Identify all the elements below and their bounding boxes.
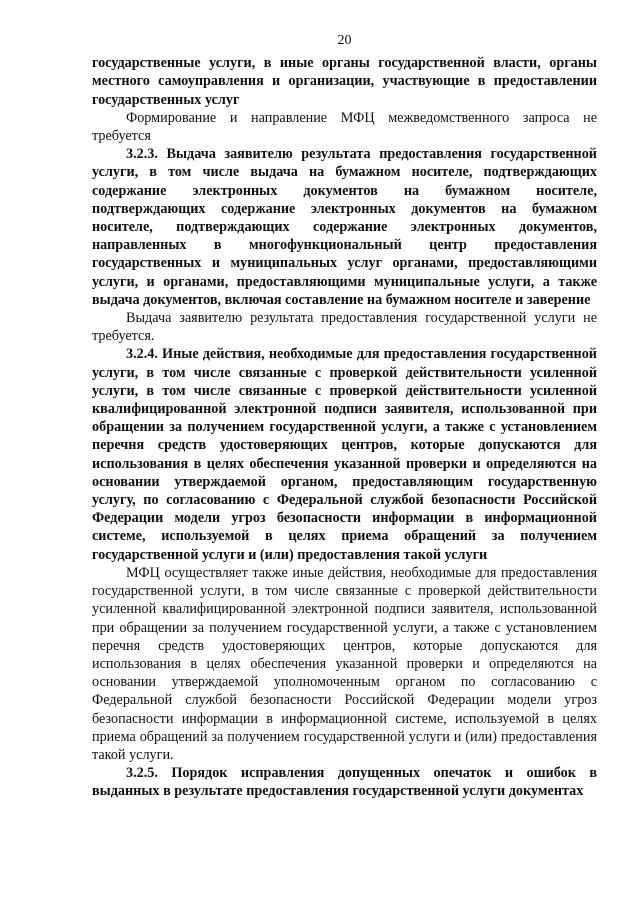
paragraph-continuation-heading: государственные услуги, в иные органы государственной власти, органы местного самоуправления и организации, участвующие в предоставлении государственных услуг xyxy=(92,55,597,108)
section-heading-3-2-5: 3.2.5. Порядок исправления допущенных опечаток и ошибок в выданных в результате предоставления государственной услуги документах xyxy=(92,765,597,800)
document-page xyxy=(92,32,597,801)
page-number: 20 xyxy=(337,33,352,48)
section-heading-3-2-4: 3.2.4. Иные действия, необходимые для предоставления государственной услуги, в том числе связанные с проверкой действительности усиленной услуги, в том числе связанные с проверкой действительности усиленной квалифицированной электронной подписи заявителя, использованной при обращении за получением государственной услуги, а также с установлением перечня средств удостоверяющих центров, которые допускаются для использования в целях обеспечения указанной проверки и определяются на основании утверждаемой органом, предоставляющим государственную услугу, по согласованию с Федеральной службой безопасности Российской Федерации модели угроз безопасности информации в информационной системе, используемой в целях приема обращений за получением государственной услуги и (или) предоставления такой услуги xyxy=(92,346,597,563)
paragraph-result-issue: Выдача заявителю результата предоставления государственной услуги не требуется. xyxy=(92,310,597,345)
paragraph-mfc-actions: МФЦ осуществляет также иные действия, необходимые для предоставления государственной услуги, в том числе связанные с проверкой действительности усиленной квалифицированной электронной подписи заявителя, использованной при обращении за получением государственной услуги, а также с установлением перечня средств удостоверяющих центров, которые допускаются для использования в целях обеспечения указанной проверки и определяются на основании утверждаемой уполномоченным органом по согласованию с Федеральной службой безопасности Российской Федерации модели угроз безопасности информации в информационной системе, используемой в целях приема обращений за получением государственной услуги и (или) предоставления такой услуги. xyxy=(92,564,597,763)
section-heading-3-2-3: 3.2.3. Выдача заявителю результата предоставления государственной услуги, в том числе выдача на бумажном носителе, подтверждающих содержание электронных документов на бумажном носителе, подтверждающих содержание электронных документов на бумажном носителе, подтверждающих содержание электронных документов, направленных в многофункциональный центр предоставления государственных и муниципальных услуг органами, предоставляющими услуги, и органами, предоставляющими муниципальные услуги, а также выдача документов, включая составление на бумажном носителе и заверение xyxy=(92,146,597,308)
paragraph-mfc-request: Формирование и направление МФЦ межведомственного запроса не требуется xyxy=(92,109,597,145)
